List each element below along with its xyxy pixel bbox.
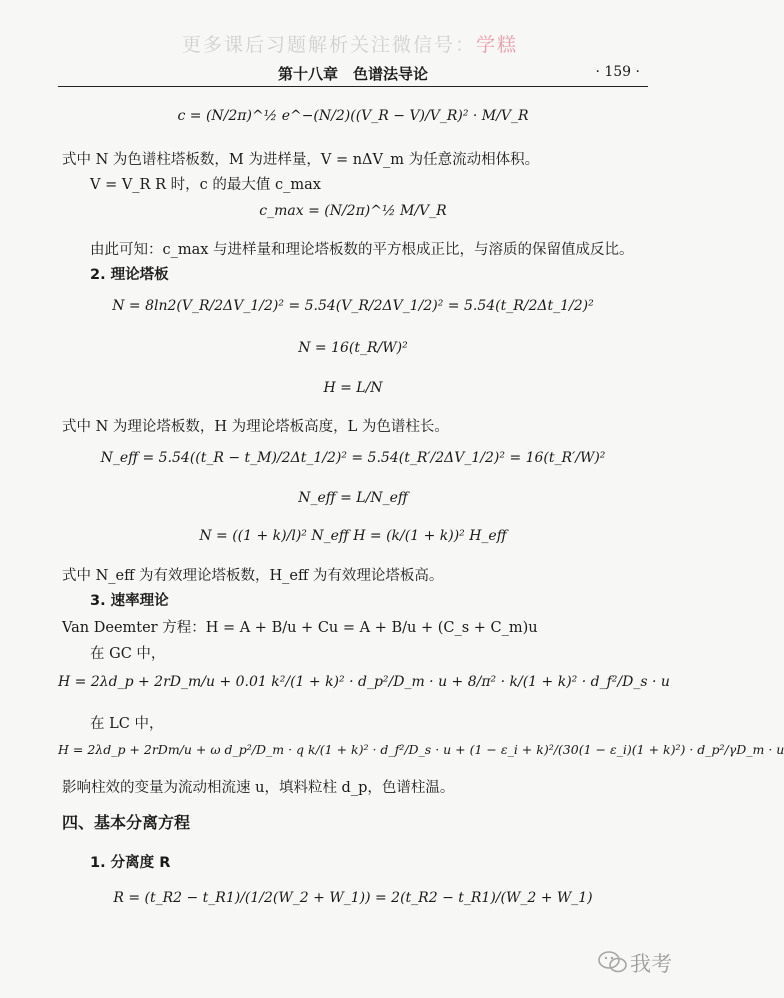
wechat-logo: [598, 946, 693, 978]
wechat-icon: [598, 949, 628, 975]
equation-plate-relations: N = ((1 + k)/l)² N_eff H = (k/(1 + k))² H_eff: [199, 528, 507, 544]
equation-lc: H = 2λd_p + 2rDm/u + ω d_p²/D_m · q k/(1 + k)² · d_f²/D_s · u + (1 − ε_i + k)²/(30(1 − ε_i)(1 + k)²) · d_p²/γD_m · u: [58, 742, 784, 757]
equation-cmax: c_max = (N/2π)^½ M/V_R: [259, 203, 447, 219]
equation-plate-number: N = 8ln2(V_R/2ΔV_1/2)² = 5.54(V_R/2ΔV_1/2)² = 5.54(t_R/2Δt_1/2)²: [112, 298, 594, 314]
equation-effective-plates: N_eff = 5.54((t_R − t_M)/2Δt_1/2)² = 5.54(t_R′/2ΔV_1/2)² = 16(t_R′/W)²: [100, 450, 606, 466]
equation-concentration: c = (N/2π)^½ e^−(N/2)((V_R − V)/V_R)² · M/V_R: [177, 108, 529, 124]
paragraph-lc: 在 LC 中，: [90, 716, 164, 732]
paragraph-6: 影响柱效的变量为流动相流速 u，填料粒柱 d_p，色谱柱温。: [62, 780, 455, 796]
paragraph-4: 式中 N 为理论塔板数，H 为理论塔板高度，L 为色谱柱长。: [62, 419, 449, 435]
equation-resolution: R = (t_R2 − t_R1)/(1/2(W_2 + W_1)) = 2(t_R2 − t_R1)/(W_2 + W_1): [113, 890, 593, 906]
equation-plate-height: H = L/N: [323, 380, 383, 396]
paragraph-van-deemter: Van Deemter 方程：H = A + B/u + Cu = A + B/u + (C_s + C_m)u: [62, 620, 538, 636]
equation-gc: H = 2λd_p + 2rD_m/u + 0.01 k²/(1 + k)² · d_p²/D_m · u + 8/π² · k/(1 + k)² · d_f²/D_s · u: [58, 674, 670, 690]
watermark-banner: [0, 30, 700, 57]
watermark-accent: 学糕: [476, 34, 519, 56]
section-heading-rate-theory: 3. 速率理论: [90, 593, 169, 609]
equation-plate-number-width: N = 16(t_R/W)²: [298, 340, 408, 356]
equation-effective-plates-length: N_eff = L/N_eff: [298, 490, 408, 506]
paragraph-2: V = V_R R 时，c 的最大值 c_max: [90, 177, 321, 193]
page-number: · 159 ·: [595, 64, 640, 80]
chapter-title: 第十八章 色谱法导论: [277, 65, 428, 83]
section-heading-theoretical-plates: 2. 理论塔板: [90, 267, 169, 283]
section-heading-resolution: 1. 分离度 R: [90, 855, 171, 871]
section-heading-separation-equation: 四、基本分离方程: [62, 813, 191, 832]
paragraph-5: 式中 N_eff 为有效理论塔板数，H_eff 为有效理论塔板高。: [62, 568, 444, 584]
watermark-text: 更多课后习题解析关注微信号：: [181, 34, 476, 56]
running-header: [58, 62, 648, 87]
paragraph-3: 由此可知：c_max 与进样量和理论塔板数的平方根成正比，与溶质的保留值成反比。: [90, 242, 634, 258]
paragraph-1: 式中 N 为色谱柱塔板数，M 为进样量，V = nΔV_m 为任意流动相体积。: [62, 152, 540, 168]
paragraph-gc: 在 GC 中，: [90, 646, 166, 662]
logo-text: 我考: [630, 952, 672, 976]
